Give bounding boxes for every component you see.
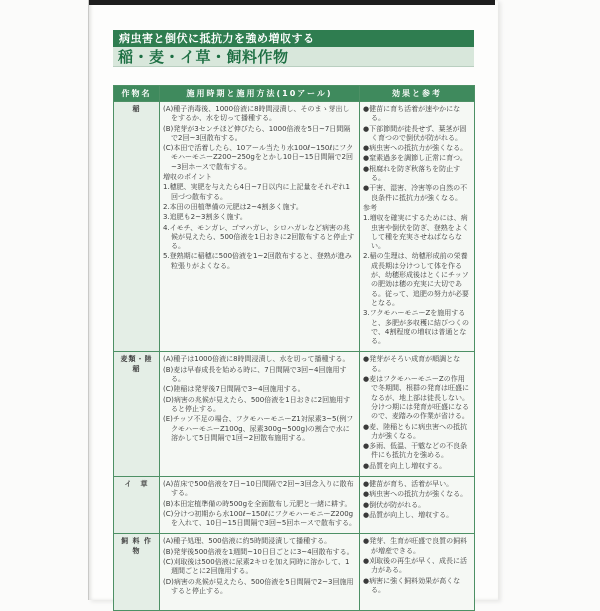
effect-item: ●下部節間が徒長せず、葉茎が固く育つので倒伏が防がれる。	[363, 124, 467, 142]
method-item: (A)種子消毒後、1000倍液に8時間浸漬し、そのまゝ芽出しをするか、水を切って播種する。	[163, 105, 350, 123]
crop-name: 飼 料 作 物	[114, 534, 160, 611]
method-item: (A)苗床で500倍液を7日~10日間隔で2回~3回念入りに散布する。	[163, 479, 354, 498]
crop-table-header	[114, 86, 475, 102]
effects-cell	[360, 476, 475, 533]
effect-item: ●干害、湿害、冷害等の自然の不良条件に抵抗力が強くなる。	[363, 184, 468, 202]
crop-name: イ 草	[114, 476, 160, 533]
method-item: (D)病害の兆候が見えたら、500倍液を5日間隔で2~3回施用すると停止する。	[163, 577, 354, 595]
effect-item: ●品質を向上し増収する。	[363, 461, 447, 470]
effect-item: 1.増収を確実にするためには、病虫害や倒伏を防ぎ、登熟をよくして種を充実させねばならない。	[363, 214, 469, 251]
table-row	[114, 534, 475, 611]
crop-name: 麦類・陸稲	[114, 352, 160, 477]
effects-cell	[360, 534, 475, 611]
method-item: (C)陸稲は発芽後7日間隔で3~4回施用する。	[163, 385, 305, 394]
effect-item: ●根腐れを防ぎ秋落ちを防止する。	[363, 164, 461, 183]
crop-table	[113, 85, 475, 611]
paper-sheet	[88, 0, 498, 600]
effect-item: ●健苗が育ち、活着が早い。	[363, 479, 454, 488]
title-band: 病虫害と倒伏に抵抗力を強め増収する	[113, 30, 474, 47]
table-row	[114, 352, 475, 477]
method-item: 5.登熟期に稲穂に500倍液を1~2回散布すると、登熟が進み粒張りがよくなる。	[163, 252, 352, 270]
table-row	[114, 476, 475, 533]
method-item: 増収のポイント	[163, 173, 212, 182]
scan-edge-bar	[89, 0, 495, 5]
method-cell	[160, 102, 360, 352]
method-item: (B)発芽後500倍液を1週間~10日目ごとに3~4回散布する。	[163, 547, 354, 556]
effect-item: ●発芽がそろい成育が順調となる。	[363, 355, 461, 373]
method-cell	[160, 476, 360, 533]
method-item: (B)発芽が3センチほど伸びたら、1000倍液を5日~7日間隔で2回~3回散布する。	[163, 124, 351, 142]
method-cell	[160, 534, 360, 611]
effect-item: ●発芽、生育が旺盛で良質の飼料が増産できる。	[363, 537, 468, 555]
effects-cell	[360, 352, 475, 477]
effect-item: ●麦はフクモハーモニーZの作用で冬期間、根群の発育は旺盛になるが、地上部は徒長しない。分けつ期には発育が旺盛になるので、麦踏みの作業が省ける。	[363, 375, 469, 421]
column-header-crop: 作物名	[114, 86, 160, 102]
effect-item: ●窒素過多を調節し正常に育つ。	[363, 154, 467, 163]
method-item: 1.穂肥、実肥を与えたら4日~7日以内に上記量をそれぞれ1回づつ散布する。	[163, 183, 350, 201]
method-item: 2.本田の田植準備の元肥は2~4割多く施す。	[163, 202, 303, 211]
method-item: (C)分けつ初期から水100ℓ~150ℓにフクモハーモニーZ200gを入れて、10日~15日間隔で3回~5回ホースで散布する。	[163, 509, 356, 528]
method-item: 4.イモチ、モンガレ、ゴマハガレ、シロハガレなど病害の兆候が見えたら、500倍液を1日おきに2回散布すると停止する。	[163, 223, 355, 251]
column-header-effects: 効果と参考	[360, 86, 475, 102]
page-title: 稲・麦・イ草・飼料作物	[113, 47, 474, 67]
effects-cell	[360, 102, 475, 352]
effect-item: ●品質が向上し、増収する。	[363, 510, 454, 519]
effect-item: ●病虫害への抵抗力が強くなる。	[363, 490, 468, 499]
method-item: (B)麦は早春成長を始める時に、7日間隔で3回~4回施用する。	[163, 365, 347, 384]
column-header-method: 施用時期と施用方法(10アール)	[160, 86, 360, 102]
method-item: (D)病害の兆候が見えたら、500倍液を1日おきに2回施用すると停止する。	[163, 395, 351, 413]
method-item: (A)種子は1000倍液に8時間浸漬し、水を切って播種する。	[163, 355, 350, 364]
method-item: (C)刈取後は500倍液に尿素2キロを加え同時に溶かして、1週間ごとに2回施用する。	[163, 558, 350, 576]
method-item: (A)種子処理、500倍液に約5時間浸漬して播種する。	[163, 537, 332, 546]
effect-item: ●病虫害への抵抗力が強くなる。	[363, 144, 468, 153]
crop-name: 稲	[114, 102, 160, 352]
crop-table-body	[114, 102, 475, 611]
effect-item: ●麦、陸稲ともに病虫害への抵抗力が強くなる。	[363, 422, 468, 440]
method-cell	[160, 352, 360, 477]
effect-item: ●健苗に育ち活着が速やかになる。	[363, 105, 461, 123]
effect-item: ●刈取後の再生が早く、成長に活力がある。	[363, 557, 467, 575]
effect-item: ●病害に強く飼料効果が高くなる。	[363, 576, 461, 594]
table-row	[114, 102, 475, 352]
effect-item: 3.フクモハーモニーZを施用すると、多肥が多収穫に結びつくので、4割程度の増収は普通となる。	[363, 309, 469, 346]
method-item: 3.追肥も2~3割多く施す。	[163, 213, 247, 222]
method-item: (C)本田で活着したら、10アール当たり水100ℓ~150ℓにフクモハーモニーZ200~250gをとかし10日~15日間隔で2回~3回ホースで散布する。	[163, 144, 354, 171]
effect-item: 参考	[363, 203, 377, 212]
method-item: (B)本田定植準備の時500gを全面散布し元肥と一緒に耕す。	[163, 499, 352, 508]
effect-item: ●多雨、低温、干魃などの不良条件にも抵抗力を強める。	[363, 442, 468, 460]
method-item: (E)チッソ不足の場合、フクモハーモニーZ1対尿素3~5(例フクモハーモニーZ100g、尿素300g~500g)の割合で水に溶かして5日間隔で1回~2回散布施用する。	[163, 415, 354, 442]
effect-item: ●倒伏が防がれる。	[363, 500, 426, 509]
effect-item: 2.稲の生理は、幼穂形成前の栄養成長期は分けつして体を作るが、幼穂形成後はとくにチッソの肥効は穂の充実に大切である。従って、追肥の努力が必要となる。	[363, 252, 469, 307]
